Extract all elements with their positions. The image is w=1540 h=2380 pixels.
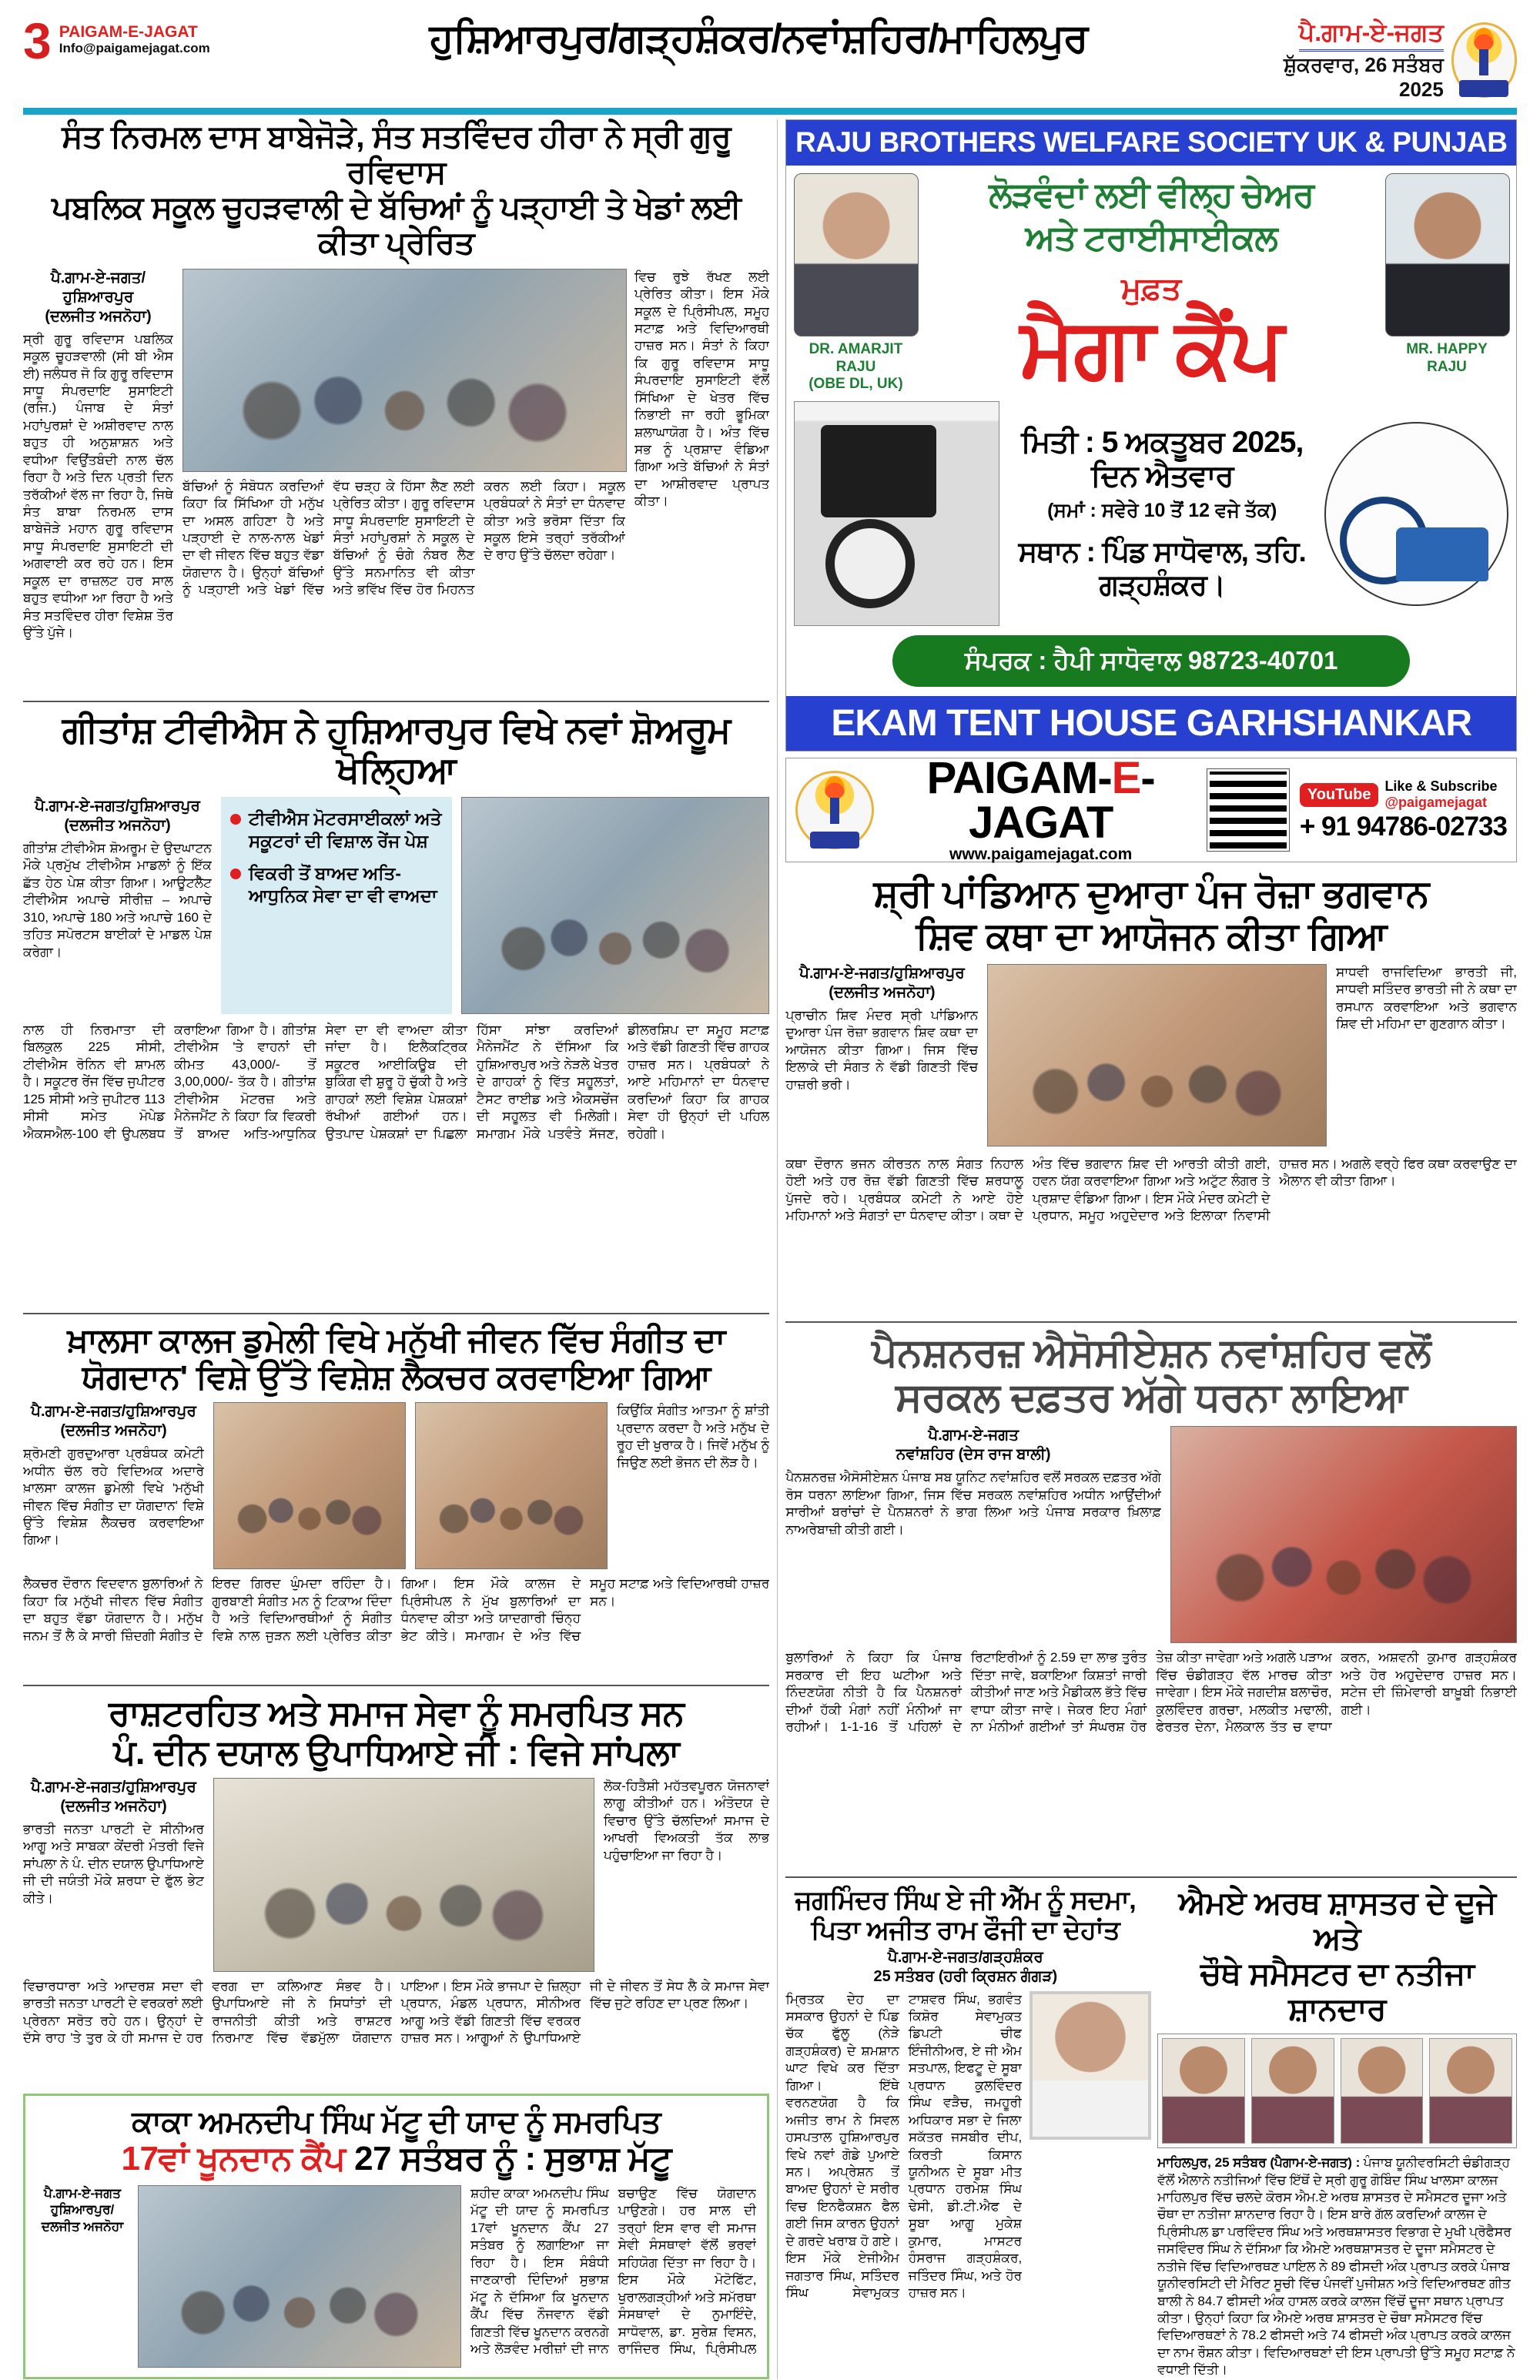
article-headline bbox=[36, 2105, 756, 2177]
banner-right bbox=[1300, 778, 1507, 842]
header-rule bbox=[23, 108, 1517, 115]
left-column bbox=[23, 119, 769, 2379]
body-text: ਵਿਚਾਰਧਾਰਾ ਅਤੇ ਆਦਰਸ਼ ਸਦਾ ਵੀ ਭਾਰਤੀ ਜਨਤਾ ਪਾਰਟੀ ਦੇ ਵਰਕਰਾਂ ਲਈ ਪ੍ਰੇਰਨਾ ਸਰੋਤ ਰਹੇ ਹਨ। ਉਨ੍ਹਾਂ ਦੇ ਦੱਸੇ ਰਾਹ 'ਤੇ ਤੁਰ ਕੇ ਹੀ ਸਮਾਜ ਦੇ ਹਰ ਵਰਗ ਦਾ ਕਲਿਆਣ ਸੰਭਵ ਹੈ। ਉਪਾਧਿਆਏ ਜੀ ਨੇ ਸਿਧਾਂਤਾਂ ਦੀ ਰਾਜਨੀਤੀ ਕੀਤੀ ਅਤੇ ਰਾਸ਼ਟਰ ਨਿਰਮਾਣ ਵਿੱਚ ਵੱਡਮੁੱਲਾ ਯੋਗਦਾਨ ਪਾਇਆ। ਇਸ ਮੌਕੇ ਭਾਜਪਾ ਦੇ ਜ਼ਿਲ੍ਹਾ ਪ੍ਰਧਾਨ, ਮੰਡਲ ਪ੍ਰਧਾਨ, ਸੀਨੀਅਰ ਆਗੂ ਅਤੇ ਵੱਡੀ ਗਿਣਤੀ ਵਿੱਚ ਵਰਕਰ ਹਾਜ਼ਰ ਸਨ। ਆਗੂਆਂ ਨੇ ਉਪਾਧਿਆਏ ਜੀ ਦੇ ਜੀਵਨ ਤੋਂ ਸੇਧ ਲੈ ਕੇ ਸਮਾਜ ਸੇਵਾ ਵਿੱਚ ਜੁਟੇ ਰਹਿਣ ਦਾ ਪ੍ਰਣ ਲਿਆ। bbox=[23, 1978, 770, 2046]
torch-icon bbox=[1479, 49, 1488, 75]
body-text: ਸ਼੍ਰੋਮਣੀ ਗੁਰਦੁਆਰਾ ਪ੍ਰਬੰਧਕ ਕਮੇਟੀ ਅਧੀਨ ਚੱਲ ਰਹੇ ਵਿਦਿਅਕ ਅਦਾਰੇ ਖ਼ਾਲਸਾ ਕਾਲਜ ਡੁਮੇਲੀ ਵਿਖੇ 'ਮਨੁੱਖੀ ਜੀਵਨ ਵਿੱਚ ਸੰਗੀਤ ਦਾ ਯੋਗਦਾਨ' ਵਿਸ਼ੇ ਉੱਤੇ ਵਿਸ਼ੇਸ਼ ਲੈਕਚਰ ਕਰਵਾਇਆ ਗਿਆ। bbox=[23, 1446, 204, 1548]
byline-line2: (ਦਲਜੀਤ ਅਜਨੋਹਾ) bbox=[60, 1422, 167, 1440]
page-number: 3 bbox=[23, 12, 52, 69]
article-col-left bbox=[785, 964, 978, 1150]
article-headline bbox=[23, 119, 769, 261]
byline bbox=[23, 269, 173, 326]
banner-center bbox=[885, 753, 1196, 864]
article-body bbox=[1157, 2154, 1517, 2379]
article-headline bbox=[785, 1331, 1517, 1420]
body-text: ਪੈਨਸ਼ਨਰਜ਼ ਐਸੋਸੀਏਸ਼ਨ ਪੰਜਾਬ ਸਬ ਯੂਨਿਟ ਨਵਾਂਸ਼ਹਿਰ ਵਲੋਂ ਸਰਕਲ ਦਫ਼ਤਰ ਅੱਗੇ ਰੋਸ ਧਰਨਾ ਲਾਇਆ ਗਿਆ, ਜਿਸ ਵਿੱਚ ਸਰਕਲ ਨਵਾਂਸ਼ਹਿਰ ਅਧੀਨ ਆਉਂਦੀਆਂ ਸਾਰੀਆਂ ਬਰਾਂਚਾਂ ਦੇ ਪੈਨਸ਼ਨਰਾਂ ਨੇ ਭਾਗ ਲਿਆ ਅਤੇ ਪੰਜਾਬ ਸਰਕਾਰ ਖ਼ਿਲਾਫ਼ ਨਾਅਰੇਬਾਜ਼ੀ ਕੀਤੀ ਗਈ। bbox=[785, 1470, 1161, 1537]
article-headline bbox=[23, 1322, 769, 1396]
headline-line1: ਸ਼੍ਰੀ ਪਾਂਡਿਆਨ ਦੁਆਰਾ ਪੰਜ ਰੋਜ਼ਾ ਭਗਵਾਨ bbox=[873, 873, 1429, 916]
article-ma-result bbox=[1157, 1886, 1517, 2378]
body-text: ਕਥਾ ਦੌਰਾਨ ਭਜਨ ਕੀਰਤਨ ਨਾਲ ਸੰਗਤ ਨਿਹਾਲ ਹੋਈ ਅਤੇ ਹਰ ਰੋਜ਼ ਵੱਡੀ ਗਿਣਤੀ ਵਿੱਚ ਸ਼ਰਧਾਲੂ ਪੁੱਜਦੇ ਰਹੇ। ਪ੍ਰਬੰਧਕ ਕਮੇਟੀ ਨੇ ਆਏ ਹੋਏ ਮਹਿਮਾਨਾਂ ਅਤੇ ਸੰਗਤਾਂ ਦਾ ਧੰਨਵਾਦ ਕੀਤਾ। ਕਥਾ ਦੇ ਅੰਤ ਵਿੱਚ ਭਗਵਾਨ ਸ਼ਿਵ ਦੀ ਆਰਤੀ ਕੀਤੀ ਗਈ, ਹਵਨ ਯੱਗ ਕਰਵਾਇਆ ਗਿਆ ਅਤੇ ਅਟੁੱਟ ਲੰਗਰ ਤੇ ਪ੍ਰਸ਼ਾਦ ਵੰਡਿਆ ਗਿਆ। ਇਸ ਮੌਕੇ ਮੰਦਰ ਕਮੇਟੀ ਦੇ ਪ੍ਰਧਾਨ, ਸਮੂਹ ਅਹੁਦੇਦਾਰ ਅਤੇ ਇਲਾਕਾ ਨਿਵਾਸੀ ਹਾਜ਼ਰ ਸਨ। ਅਗਲੇ ਵਰ੍ਹੇ ਫਿਰ ਕਥਾ ਕਰਵਾਉਣ ਦਾ ਐਲਾਨ ਵੀ ਕੀਤਾ ਗਿਆ। bbox=[785, 1156, 1517, 1223]
article-headline bbox=[785, 1886, 1145, 1944]
ad-green-line1: ਲੋੜਵੰਦਾਂ ਲਈ ਵੀਲ੍ਹ ਚੇਅਰ bbox=[989, 174, 1314, 214]
byline bbox=[23, 1778, 204, 1816]
paigam-logo-icon bbox=[795, 771, 874, 849]
ajit-ram-portrait-photo bbox=[1029, 1991, 1151, 2140]
byline-line1: ਪੈ.ਗਾਮ-ਏ-ਜਗਤ/ਗੜ੍ਹਸ਼ੰਕਰ bbox=[887, 1948, 1043, 1966]
byline-line2: (ਦਲਜੀਤ ਅਜਨੋਹਾ) bbox=[64, 816, 171, 834]
body-text: ਮ੍ਰਿਤਕ ਦੇਹ ਦਾ ਸਸਕਾਰ ਉਹਨਾਂ ਦੇ ਪਿੰਡ ਚੱਕ ਫੁੱਲੂ (ਨੇੜੇ ਗੜ੍ਹਸ਼ੰਕਰ) ਦੇ ਸ਼ਮਸ਼ਾਨ ਘਾਟ ਵਿਖੇ ਕਰ ਦਿੱਤਾ ਗਿਆ। ਇੱਥੇ ਵਰਨਣਯੋਗ ਹੈ ਕਿ ਅਜੀਤ ਰਾਮ ਨੇ ਸਿਵਲ ਹਸਪਤਾਲ ਹੁਸ਼ਿਆਰਪੁਰ ਵਿਖੇ ਨਵਾਂ ਗੋਡੇ ਪੁਆਏ ਸਨ। ਅਪ੍ਰੇਸ਼ਨ ਤੋਂ ਬਾਅਦ ਉਹਨਾਂ ਦੇ ਸਰੀਰ ਵਿਚ ਇਨਫੈਕਸ਼ਨ ਫੈਲ ਗਈ ਜਿਸ ਕਾਰਨ ਉਹਨਾਂ ਦੇ ਗਰਦੇ ਖਰਾਬ ਹੋ ਗਏ। ਇਸ ਮੌਕੇ ਏਜੀਐਮ ਜਗਤਾਰ ਸਿੰਘ, ਸਤਿੰਦਰ ਸਿੰਘ ਸੇਵਾਮੁਕਤ ਟਾਸ਼ਵਰ ਸਿੰਘ, ਭਗਵੰਤ ਕਿਸ਼ੋਰ ਸੇਵਾਮੁਕਤ ਡਿਪਟੀ ਚੀਫ ਇੰਜੀਨੀਅਰ, ਏ ਜੀ ਐਮ ਸਤਪਾਲ, ਇਫਟੂ ਦੇ ਸੂਬਾ ਪ੍ਰਧਾਨ ਕੁਲਵਿੰਦਰ ਸਿੰਘ ਵੜੈਚ, ਜਮਹੂਰੀ ਅਧਿਕਾਰ ਸਭਾ ਦੇ ਜਿਲਾ ਸਕੱਤਰ ਜਸਬੀਰ ਦੀਪ, ਕਿਰਤੀ ਕਿਸਾਨ ਯੂਨੀਅਨ ਦੇ ਸੂਬਾ ਮੀਤ ਪ੍ਰਧਾਨ ਹਰਮੇਸ਼ ਸਿੰਘ ਢੇਸੀ, ਡੀ.ਟੀ.ਐਫ ਦੇ ਸੂਬਾ ਆਗੂ ਮੁਕੇਸ਼ ਕੁਮਾਰ, ਮਾਸਟਰ ਹੰਸਰਾਜ ਗੜ੍ਹਸ਼ੰਕਰ, ਜਤਿੰਦਰ ਸਿੰਘ, ਅਤੇ ਹੋਰ ਹਾਜ਼ਰ ਸਨ। bbox=[785, 1991, 1023, 2301]
tricycle-photo bbox=[1324, 422, 1508, 606]
flame-icon bbox=[825, 776, 845, 799]
ad-right-person bbox=[1385, 173, 1508, 393]
headline-line1: ਐਮਏ ਅਰਥ ਸ਼ਾਸਤਰ ਦੇ ਦੂਜੇ ਅਤੇ bbox=[1178, 1885, 1496, 1957]
article-school bbox=[23, 119, 769, 693]
header-left bbox=[23, 12, 254, 69]
article-body-grid bbox=[23, 797, 769, 1014]
byline-line2: (ਦਲਜੀਤ ਅਜਨੋਹਾ) bbox=[60, 1797, 167, 1815]
article-khalsa bbox=[23, 1322, 769, 1677]
banner-title-right: -JAGAT bbox=[969, 753, 1155, 849]
main-content bbox=[23, 119, 1517, 2379]
article-col-right: ਸਾਧਵੀ ਰਾਜਵਿਦਿਆ ਭਾਰਤੀ ਜੀ, ਸਾਧਵੀ ਸਤਿੰਦਰ ਭਾਰਤੀ ਜੀ ਨੇ ਕਥਾ ਦਾ ਰਸਪਾਨ ਕਰਵਾਇਆ ਅਤੇ ਭਗਵਾਨ ਸ਼ਿਵ ਦੀ ਮਹਿਮਾ ਦਾ ਗੁਣਗਾਨ ਕੀਤਾ। bbox=[1336, 964, 1517, 1032]
article-body-grid bbox=[23, 1778, 769, 1972]
ad-green-text bbox=[925, 173, 1378, 260]
headline-line2 bbox=[36, 2140, 756, 2177]
article-tvs bbox=[23, 710, 769, 1305]
person-name-line2: RAJU bbox=[1427, 358, 1467, 375]
bullet-text: ਟੀਵੀਐਸ ਮੋਟਰਸਾਈਕਲਾਂ ਅਤੇ ਸਕੂਟਰਾਂ ਦੀ ਵਿਸ਼ਾਲ ਰੇਂਜ ਪੇਸ਼ bbox=[249, 808, 442, 851]
student-photo-1 bbox=[1162, 2038, 1245, 2144]
youtube-icon[interactable]: YouTube bbox=[1300, 783, 1379, 807]
banner-title-left: PAIGAM- bbox=[926, 753, 1112, 804]
byline bbox=[785, 964, 978, 1003]
article-divider bbox=[785, 1321, 1517, 1323]
masthead-date: ਸ਼ੁੱਕਰਵਾਰ, 26 ਸਤੰਬਰ 2025 bbox=[1283, 53, 1444, 101]
article-headline bbox=[1157, 1886, 1517, 2027]
headline-line1: ਪੈਨਸ਼ਨਰਜ਼ ਐਸੋਸੀਏਸ਼ਨ ਨਵਾਂਸ਼ਹਿਰ ਵਲੋਂ bbox=[872, 1330, 1431, 1375]
byline bbox=[23, 1402, 204, 1441]
byline-line2: ਨਵਾਂਸ਼ਹਿਰ (ਦੇਸ ਰਾਜ ਬਾਲੀ) bbox=[896, 1446, 1051, 1464]
byline bbox=[785, 1948, 1145, 1987]
masthead bbox=[1263, 18, 1444, 102]
body-text: ਭਾਰਤੀ ਜਨਤਾ ਪਾਰਟੀ ਦੇ ਸੀਨੀਅਰ ਆਗੂ ਅਤੇ ਸਾਬਕਾ ਕੇਂਦਰੀ ਮੰਤਰੀ ਵਿਜੇ ਸਾਂਪਲਾ ਨੇ ਪੰ. ਦੀਨ ਦਯਾਲ ਉਪਾਧਿਆਏ ਜੀ ਦੀ ਜਯੰਤੀ ਮੌਕੇ ਸ਼ਰਧਾ ਦੇ ਫੁੱਲ ਭੇਟ ਕੀਤੇ। bbox=[23, 1821, 204, 1906]
headline-line1: ਸੰਤ ਨਿਰਮਲ ਦਾਸ ਬਾਬੇਜੋੜੇ, ਸੰਤ ਸਤਵਿੰਦਰ ਹੀਰਾ ਨੇ ਸ੍ਰੀ ਗੁਰੂ ਰਵਿਦਾਸ bbox=[62, 119, 732, 189]
article-col-left bbox=[785, 1426, 1161, 1643]
body-text: ਪੰਜਾਬ ਯੂਨੀਵਰਸਿਟੀ ਚੰਡੀਗੜ੍ਹ ਵੱਲੋਂ ਐਲਾਨੇ ਨਤੀਜਿਆਂ ਵਿੱਚ ਇੱਥੋਂ ਦੇ ਸ੍ਰੀ ਗੁਰੂ ਗੋਬਿੰਦ ਸਿੰਘ ਖਾਲਸਾ ਕਾਲਜ ਮਾਹਿਲਪੁਰ ਵਿੱਚ ਚਲਦੇ ਕੋਰਸ ਐਮ.ਏ ਅਰਥ ਸ਼ਾਸਤਰ ਦੇ ਸਮੈਸਟਰ ਦੂਜਾ ਅਤੇ ਚੌਥਾ ਦਾ ਨਤੀਜਾ ਸ਼ਾਨਦਾਰ ਰਿਹਾ ਹੈ। ਇਸ ਬਾਰੇ ਗੱਲ ਕਰਦਿਆਂ ਕਾਲਜ ਦੇ ਪ੍ਰਿੰਸੀਪਲ ਡਾ ਪਰਵਿੰਦਰ ਸਿੰਘ ਅਤੇ ਅਰਥਸ਼ਾਸਤਰ ਵਿਭਾਗ ਦੇ ਮੁਖੀ ਪ੍ਰੋਫੈਸਰ ਜਸਵਿੰਦਰ ਸਿੰਘ ਨੇ ਦੱਸਿਆ ਕਿ ਐਮਏ ਅਰਥਸ਼ਾਸਤਰ ਦੇ ਦੂਜਾ ਸਮੈਸਟਰ ਦੇ ਨਤੀਜੇ ਵਿੱਚ ਵਿਦਿਆਰਥਣ ਪਾਇਲ ਨੇ 89 ਫੀਸਦੀ ਅੰਕ ਪ੍ਰਾਪਤ ਕਰਕੇ ਪੰਜਾਬ ਯੂਨੀਵਰਸਿਟੀ ਦੀ ਮੈਰਿਟ ਸੂਚੀ ਵਿੱਚ ਪੰਜਵੀਂ ਪੁਜੀਸ਼ਨ ਅਤੇ ਵਿਦਿਆਰਥਣ ਗੀਤ ਬਾਲੀ ਨੇ 84.7 ਫੀਸਦੀ ਅੰਕ ਹਾਸਲ ਕਰਕੇ ਕਾਲਜ ਵਿੱਚੋਂ ਦੂਜਾ ਸਥਾਨ ਪ੍ਰਾਪਤ ਕੀਤਾ। ਉਨ੍ਹਾਂ ਕਿਹਾ ਕਿ ਐਮਏ ਅਰਥ ਸ਼ਾਸਤਰ ਦੇ ਚੌਥਾ ਸਮੈਸਟਰ ਵਿੱਚ ਵਿਦਿਆਰਥਣਾਂ ਨੇ 78.2 ਫੀਸਦੀ ਅਤੇ 74 ਫੀਸਦੀ ਅੰਕ ਪ੍ਰਾਪਤ ਕਰਕੇ ਕਾਲਜ ਦਾ ਨਾਮ ਰੌਸ਼ਨ ਕੀਤਾ। ਵਿਦਿਆਰਥਣਾਂ ਦੀ ਇਸ ਪ੍ਰਾਪਤੀ ਉੱਤੇ ਸਮੂਹ ਸਟਾਫ਼ ਨੇ ਵਧਾਈ ਦਿੱਤੀ। bbox=[1157, 2155, 1515, 2378]
article-col-left bbox=[23, 269, 173, 693]
brand-email[interactable]: Info@paigamejagat.com bbox=[59, 41, 210, 56]
article-divider bbox=[23, 701, 769, 702]
article-col-left bbox=[23, 797, 212, 1014]
student-photo-2 bbox=[1251, 2038, 1334, 2144]
article-divider bbox=[23, 1313, 769, 1314]
ad-place: ਸਥਾਨ : ਪਿੰਡ ਸਾਧੋਵਾਲ, ਤਹਿ. ਗੜ੍ਹਸ਼ੰਕਰ। bbox=[1018, 535, 1306, 601]
dateline: ਮਾਹਿਲਪੁਰ, 25 ਸਤੰਬਰ (ਪੈਗਾਮ-ਏ-ਜਗਤ) : bbox=[1157, 2155, 1361, 2171]
body-text: ਗੀਤਾਂਸ਼ ਟੀਵੀਐਸ ਸ਼ੋਅਰੂਮ ਦੇ ਉਦਘਾਟਨ ਮੌਕੇ ਪ੍ਰਮੁੱਖ ਟੀਵੀਐਸ ਮਾਡਲਾਂ ਨੂੰ ਇੱਕ ਛੱਤ ਹੇਠ ਪੇਸ਼ ਕੀਤਾ ਗਿਆ। ਆਊਟਲੈੱਟ ਟੀਵੀਐਸ ਅਪਾਚੇ ਸੀਰੀਜ਼ – ਅਪਾਚੇ 310, ਅਪਾਚੇ 180 ਅਤੇ ਅਪਾਚੇ 160 ਦੇ ਤਹਿਤ ਸਪੋਰਟਸ ਬਾਈਕਾਂ ਦੇ ਮਾਡਲ ਪੇਸ਼ ਕਰੇਗਾ। bbox=[23, 840, 212, 959]
body-text: ਪ੍ਰਾਚੀਨ ਸ਼ਿਵ ਮੰਦਰ ਸ੍ਰੀ ਪਾਂਡਿਆਨ ਦੁਆਰਾ ਪੰਜ ਰੋਜ਼ਾ ਭਗਵਾਨ ਸ਼ਿਵ ਕਥਾ ਦਾ ਆਯੋਜਨ ਕੀਤਾ ਗਿਆ। ਜਿਸ ਵਿੱਚ ਇਲਾਕੇ ਦੀ ਸੰਗਤ ਨੇ ਵੱਡੀ ਗਿਣਤੀ ਵਿੱਚ ਹਾਜ਼ਰੀ ਭਰੀ। bbox=[785, 1007, 979, 1092]
happy-raju-photo bbox=[1385, 173, 1510, 336]
highlight-box bbox=[221, 797, 452, 1014]
person-name bbox=[794, 341, 917, 393]
tvs-showroom-photo bbox=[461, 797, 769, 1014]
brand-block bbox=[59, 18, 210, 64]
byline-line1: ਪੈ.ਗਾਮ-ਏ-ਜਗਤ/ਹੁਸ਼ਿਆਰਪੁਰ bbox=[799, 964, 965, 982]
ad-center-text bbox=[925, 173, 1378, 393]
byline bbox=[36, 2185, 129, 2368]
banner-title bbox=[885, 753, 1196, 849]
article-col-left bbox=[23, 1402, 204, 1569]
article-body-grid bbox=[785, 964, 1517, 1150]
byline-line1: ਪੈ.ਗਾਮ-ਏ-ਜਗਤ bbox=[928, 1427, 1019, 1444]
youtube-like-text: Like & Subscribe bbox=[1384, 778, 1498, 794]
person-name bbox=[1385, 341, 1508, 377]
headline-line1: ਕਾਕਾ ਅਮਨਦੀਪ ਸਿੰਘ ਮੱਟੂ ਦੀ ਯਾਦ ਨੂੰ ਸਮਰਪਿਤ bbox=[132, 2104, 661, 2139]
body-text: ਬੱਚਿਆਂ ਨੂੰ ਸੰਬੋਧਨ ਕਰਦਿਆਂ ਕਿਹਾ ਕਿ ਸਿੱਖਿਆ ਹੀ ਮਨੁੱਖ ਦਾ ਅਸਲ ਗਹਿਣਾ ਹੈ ਅਤੇ ਪੜ੍ਹਾਈ ਦੇ ਨਾਲ-ਨਾਲ ਖੇਡਾਂ ਦਾ ਵੀ ਜੀਵਨ ਵਿੱਚ ਬਹੁਤ ਵੱਡਾ ਯੋਗਦਾਨ ਹੈ। ਉਨ੍ਹਾਂ ਬੱਚਿਆਂ ਨੂੰ ਪੜ੍ਹਾਈ ਅਤੇ ਖੇਡਾਂ ਵਿੱਚ ਵੱਧ ਚੜ੍ਹ ਕੇ ਹਿੱਸਾ ਲੈਣ ਲਈ ਪ੍ਰੇਰਿਤ ਕੀਤਾ। ਗੁਰੂ ਰਵਿਦਾਸ ਸਾਧੂ ਸੰਪਰਦਾਇ ਸੁਸਾਇਟੀ ਦੇ ਸੰਤਾਂ ਮਹਾਂਪੁਰਸ਼ਾਂ ਨੇ ਸਕੂਲ ਦੇ ਬੱਚਿਆਂ ਨੂੰ ਚੰਗੇ ਨੰਬਰ ਲੈਣ ਉੱਤੇ ਸਨਮਾਨਿਤ ਵੀ ਕੀਤਾ ਅਤੇ ਭਵਿੱਖ ਵਿੱਚ ਹੋਰ ਮਿਹਨਤ ਕਰਨ ਲਈ ਕਿਹਾ। ਸਕੂਲ ਪ੍ਰਬੰਧਕਾਂ ਨੇ ਸੰਤਾਂ ਦਾ ਧੰਨਵਾਦ ਕੀਤਾ ਅਤੇ ਭਰੋਸਾ ਦਿੱਤਾ ਕਿ ਸਕੂਲ ਇਸੇ ਤਰ੍ਹਾਂ ਤਰੱਕੀਆਂ ਦੇ ਰਾਹ ਉੱਤੇ ਚੱਲਦਾ ਰਹੇਗਾ। bbox=[182, 478, 625, 598]
blood-camp-group-photo bbox=[138, 2185, 461, 2368]
byline bbox=[785, 1426, 1161, 1464]
byline-line1: ਪੈ.ਗਾਮ-ਏ-ਜਗਤ/ਹੁਸ਼ਿਆਰਪੁਰ bbox=[31, 1778, 196, 1796]
ad-contact-pill[interactable]: ਸੰਪਰਕ : ਹੈਪੀ ਸਾਧੋਵਾਲ 98723-40701 bbox=[892, 635, 1410, 687]
body-text: ਲੈਕਚਰ ਦੌਰਾਨ ਵਿਦਵਾਨ ਬੁਲਾਰਿਆਂ ਨੇ ਕਿਹਾ ਕਿ ਮਨੁੱਖੀ ਜੀਵਨ ਵਿੱਚ ਸੰਗੀਤ ਦਾ ਬਹੁਤ ਵੱਡਾ ਯੋਗਦਾਨ ਹੈ। ਮਨੁੱਖ ਜਨਮ ਤੋਂ ਲੈ ਕੇ ਸਾਰੀ ਜ਼ਿੰਦਗੀ ਸੰਗੀਤ ਦੇ ਇਰਦ ਗਿਰਦ ਘੁੰਮਦਾ ਰਹਿੰਦਾ ਹੈ। ਗੁਰਬਾਣੀ ਸੰਗੀਤ ਮਨ ਨੂੰ ਟਿਕਾਅ ਦਿੰਦਾ ਹੈ ਅਤੇ ਵਿਦਿਆਰਥੀਆਂ ਨੂੰ ਸੰਗੀਤ ਵਿਸ਼ੇ ਨਾਲ ਜੁੜਨ ਲਈ ਪ੍ਰੇਰਿਤ ਕੀਤਾ ਗਿਆ। ਇਸ ਮੌਕੇ ਕਾਲਜ ਦੇ ਪ੍ਰਿੰਸੀਪਲ ਨੇ ਮੁੱਖ ਬੁਲਾਰਿਆਂ ਦਾ ਧੰਨਵਾਦ ਕੀਤਾ ਅਤੇ ਯਾਦਗਾਰੀ ਚਿੰਨ੍ਹ ਭੇਟ ਕੀਤੇ। ਸਮਾਗਮ ਦੇ ਅੰਤ ਵਿੱਚ ਸਮੂਹ ਸਟਾਫ਼ ਅਤੇ ਵਿਦਿਆਰਥੀ ਹਾਜ਼ਰ ਸਨ। bbox=[23, 1576, 770, 1643]
raju-brothers-ad[interactable] bbox=[785, 119, 1517, 751]
youtube-handle[interactable]: @paigamejagat bbox=[1384, 795, 1488, 811]
article-col-right: ਲੋਕ-ਹਿਤੈਸ਼ੀ ਮਹੱਤਵਪੂਰਨ ਯੋਜਨਾਵਾਂ ਲਾਗੂ ਕੀਤੀਆਂ ਹਨ। ਅੰਤੋਦਯ ਦੇ ਵਿਚਾਰ ਉੱਤੇ ਚੱਲਦਿਆਂ ਸਮਾਜ ਦੇ ਆਖਰੀ ਵਿਅਕਤੀ ਤੱਕ ਲਾਭ ਪਹੁੰਚਾਇਆ ਜਾ ਰਿਹਾ ਹੈ। bbox=[604, 1778, 770, 1863]
bullet-text: ਵਿਕਰੀ ਤੋਂ ਬਾਅਦ ਅਤਿ-ਆਧੁਨਿਕ ਸੇਵਾ ਦਾ ਵੀ ਵਾਅਦਾ bbox=[249, 863, 437, 906]
region-header: ਹੁਸ਼ਿਆਰਪੁਰ/ਗੜ੍ਹਸ਼ੰਕਰ/ਨਵਾਂਸ਼ਹਿਰ/ਮਾਹਿਲਪੁਰ bbox=[429, 16, 1088, 61]
headline-line2: ਸਰਕਲ ਦਫ਼ਤਰ ਅੱਗੇ ਧਰਨਾ ਲਾਇਆ bbox=[896, 1375, 1408, 1421]
person-name-line1: DR. AMARJIT RAJU bbox=[808, 340, 903, 375]
article-body-grid bbox=[36, 2185, 756, 2368]
headline-line1: ਜਗਮਿੰਦਰ ਸਿੰਘ ਏ ਜੀ ਐੱਮ ਨੂੰ ਸਦਮਾ, bbox=[795, 1886, 1137, 1916]
byline-line1: ਪੈ.ਗਾਮ-ਏ-ਜਗਤ/ਹੁਸ਼ਿਆਰਪੁਰ bbox=[31, 1403, 196, 1421]
bullet-icon bbox=[230, 869, 241, 879]
ad-detail-row bbox=[786, 401, 1516, 626]
byline-line1: ਪੈ.ਗਾਮ-ਏ-ਜਗਤ bbox=[43, 2186, 121, 2201]
byline bbox=[23, 797, 212, 835]
headline-black-part: 27 ਸਤੰਬਰ ਨੂੰ : ਸੁਭਾਸ਼ ਮੱਟੂ bbox=[345, 2139, 671, 2177]
article-jagminder bbox=[785, 1886, 1145, 2378]
article-col-left bbox=[23, 1778, 204, 1972]
article-deendayal bbox=[23, 1694, 769, 2086]
body-text: ਸ਼ਹੀਦ ਕਾਕਾ ਅਮਨਦੀਪ ਸਿੰਘ ਮੱਟੂ ਦੀ ਯਾਦ ਨੂੰ ਸਮਰਪਿਤ 17ਵਾਂ ਖੂਨਦਾਨ ਕੈਂਪ 27 ਸਤੰਬਰ ਨੂੰ ਲਗਾਇਆ ਜਾ ਰਿਹਾ ਹੈ। ਇਸ ਸੰਬੰਧੀ ਜਾਣਕਾਰੀ ਦਿੰਦਿਆਂ ਸੁਭਾਸ਼ ਮੱਟੂ ਨੇ ਦੱਸਿਆ ਕਿ ਖੂਨਦਾਨ ਕੈਂਪ ਵਿੱਚ ਨੌਜਵਾਨ ਵੱਡੀ ਗਿਣਤੀ ਵਿੱਚ ਖੂਨਦਾਨ ਕਰਨਗੇ ਅਤੇ ਲੋੜਵੰਦ ਮਰੀਜ਼ਾਂ ਦੀ ਜਾਨ ਬਚਾਉਣ ਵਿੱਚ ਯੋਗਦਾਨ ਪਾਉਣਗੇ। ਹਰ ਸਾਲ ਦੀ ਤਰ੍ਹਾਂ ਇਸ ਵਾਰ ਵੀ ਸਮਾਜ ਸੇਵੀ ਸੰਸਥਾਵਾਂ ਵੱਲੋਂ ਭਰਵਾਂ ਸਹਿਯੋਗ ਦਿੱਤਾ ਜਾ ਰਿਹਾ ਹੈ। ਇਸ ਮੌਕੇ ਮੋਟੋਫਿੱਟ, ਖੁਰਾਲਗੜ੍ਹੀਆਂ ਅਤੇ ਸਮੱਰਥਾ ਸੰਸਥਾਵਾਂ ਦੇ ਨੁਮਾਇੰਦੇ, ਸਾਧੋਵਾਲ, ਡਾ. ਸੁਰੇਸ਼ ਵਿਸਨ, ਰਾਜਿੰਦਰ ਸਿੰਘ, ਪ੍ਰਿੰਸੀਪਲ bbox=[470, 2186, 757, 2356]
article-pensioners bbox=[785, 1331, 1517, 1869]
byline-line1: ਪੈ.ਗਾਮ-ਏ-ਜਗਤ/ਹੁਸ਼ਿਆਰਪੁਰ bbox=[35, 797, 200, 815]
body-text: ਸ੍ਰੀ ਗੁਰੂ ਰਵਿਦਾਸ ਪਬਲਿਕ ਸਕੂਲ ਚੂਹੜਵਾਲੀ (ਸੀ ਬੀ ਐਸ ਈ) ਜਲੰਧਰ ਜੋ ਕਿ ਗੁਰੂ ਰਵਿਦਾਸ ਸਾਧੂ ਸੰਪਰਦਾਇ ਸੁਸਾਇਟੀ (ਰਜਿ.) ਪੰਜਾਬ ਦੇ ਸੰਤਾਂ ਮਹਾਂਪੁਰਸ਼ਾਂ ਦੇ ਅਸ਼ੀਰਵਾਦ ਨਾਲ ਬਹੁਤ ਹੀ ਅਨੁਸ਼ਾਸ਼ਨ ਅਤੇ ਵਧੀਆ ਵਿਉਂਤਬੰਦੀ ਨਾਲ ਚੱਲ ਰਿਹਾ ਹੈ ਅਤੇ ਦਿਨ ਪ੍ਰਤੀ ਦਿਨ ਤਰੱਕੀਆਂ ਵੱਲ ਜਾ ਰਿਹਾ ਹੈ, ਜਿਥੇ ਸੰਤ ਬਾਬਾ ਨਿਰਮਲ ਦਾਸ ਬਾਬੇਜੋੜੇ ਮਹਾਨ ਗੁਰੂ ਰਵਿਦਾਸ ਸਾਧੂ ਸੰਪਰਦਾਇ ਸੁਸਾਇਟੀ ਦੀ ਅਗਵਾਈ ਕਰ ਰਹੇ ਹਨ। ਇਸ ਸਕੂਲ ਦਾ ਰਾਜ਼ਲਟ ਹਰ ਸਾਲ ਬਹੁਤ ਵਧੀਆ ਆ ਰਿਹਾ ਹੈ ਅਤੇ ਸੰਤ ਸਤਵਿੰਦਰ ਹੀਰਾ ਵਿਸ਼ੇਸ਼ ਤੌਰ ਉੱਤੇ ਪੁੱਜੇ। bbox=[23, 331, 173, 641]
ribbon-icon bbox=[810, 832, 859, 849]
article-col-right: ਕਿਉਂਕਿ ਸੰਗੀਤ ਆਤਮਾ ਨੂੰ ਸ਼ਾਂਤੀ ਪ੍ਰਦਾਨ ਕਰਦਾ ਹੈ ਅਤੇ ਮਨੁੱਖ ਦੇ ਰੂਹ ਦੀ ਖੁਰਾਕ ਹੈ। ਜਿਵੇਂ ਮਨੁੱਖ ਨੂੰ ਜਿਉਣ ਲਈ ਭੋਜਨ ਦੀ ਲੋੜ ਹੈ। bbox=[617, 1403, 770, 1470]
bottom-articles-row bbox=[785, 1886, 1517, 2378]
article-blood-camp bbox=[23, 2094, 769, 2379]
ribbon-icon bbox=[1459, 80, 1508, 97]
article-shiv-katha bbox=[785, 873, 1517, 1314]
byline-line2: ਹੁਸ਼ਿਆਰਪੁਰ/ਦਲਜੀਤ ਅਜਨੋਹਾ bbox=[41, 2202, 124, 2234]
lecture-speaker-photo-1 bbox=[213, 1402, 406, 1569]
person-name-line2: (OBE DL, UK) bbox=[808, 376, 903, 393]
article-body-grid bbox=[785, 1426, 1517, 1643]
student-photo-strip bbox=[1157, 2034, 1517, 2148]
headline-line2: ਪਿਤਾ ਅਜੀਤ ਰਾਮ ਫੌਜੀ ਦਾ ਦੇਹਾਂਤ bbox=[811, 1915, 1120, 1945]
youtube-subscribe-text bbox=[1384, 778, 1497, 812]
byline-line2: 25 ਸਤੰਬਰ (ਹਰੀ ਕ੍ਰਿਸ਼ਨ ਗੰਗੜ) bbox=[873, 1967, 1058, 1985]
article-body-grid bbox=[785, 1991, 1145, 2322]
banner-title-e: E bbox=[1111, 753, 1141, 804]
article-body-grid bbox=[23, 269, 769, 693]
headline-line2: ਸ਼ਿਵ ਕਥਾ ਦਾ ਆਯੋਜਨ ਕੀਤਾ ਗਿਆ bbox=[916, 916, 1388, 958]
torch-icon bbox=[830, 798, 839, 824]
bullet-icon bbox=[230, 814, 241, 825]
dharna-protest-photo bbox=[1170, 1426, 1517, 1643]
lecture-speaker-photo-2 bbox=[415, 1402, 608, 1569]
article-col-right: ਵਿਚ ਰੁਝੇ ਰੱਖਣ ਲਈ ਪ੍ਰੇਰਿਤ ਕੀਤਾ। ਇਸ ਮੌਕੇ ਸਕੂਲ ਦੇ ਪ੍ਰਿੰਸੀਪਲ, ਸਮੂਹ ਸਟਾਫ਼ ਅਤੇ ਵਿਦਿਆਰਥੀ ਹਾਜ਼ਰ ਸਨ। ਸੰਤਾਂ ਨੇ ਕਿਹਾ ਕਿ ਗੁਰੂ ਰਵਿਦਾਸ ਸਾਧੂ ਸੰਪਰਦਾਇ ਸੁਸਾਇਟੀ ਵੱਲੋਂ ਸਿੱਖਿਆ ਦੇ ਖੇਤਰ ਵਿੱਚ ਨਿਭਾਈ ਜਾ ਰਹੀ ਭੂਮਿਕਾ ਸ਼ਲਾਘਾਯੋਗ ਹੈ। ਅੰਤ ਵਿੱਚ ਸਭ ਨੂੰ ਪ੍ਰਸ਼ਾਦ ਵੰਡਿਆ ਗਿਆ ਅਤੇ ਬੱਚਿਆਂ ਨੇ ਸੰਤਾਂ ਦਾ ਆਸ਼ੀਰਵਾਦ ਪ੍ਰਾਪਤ ਕੀਤਾ। bbox=[634, 269, 770, 509]
flame-icon bbox=[1474, 28, 1494, 51]
paigam-banner bbox=[785, 753, 1517, 864]
qr-code[interactable] bbox=[1207, 769, 1289, 851]
masthead-name: ਪੈ.ਗਾਮ-ਏ-ਜਗਤ bbox=[1299, 18, 1444, 52]
ad-mega-camp-label: ਮੈਗਾ ਕੈਂਪ bbox=[1019, 301, 1283, 395]
banner-website[interactable]: www.paigamejagat.com bbox=[949, 845, 1133, 864]
byline-line2: (ਦਲਜੀਤ ਅਜਨੋਹਾ) bbox=[45, 307, 152, 325]
ad-free-label: ਮੁਫ਼ਤ bbox=[1121, 272, 1182, 306]
body-text: ਨਾਲ ਹੀ ਨਿਰਮਾਤਾ ਦੀ ਬਿਲਕੁਲ 225 ਸੀਸੀ, ਟੀਵੀਐਸ ਰੋਨਿਨ ਵੀ ਸ਼ਾਮਲ ਹੈ। ਸਕੂਟਰ ਰੇਂਜ ਵਿੱਚ ਜੁਪੀਟਰ 125 ਸੀਸੀ ਅਤੇ ਜੁਪੀਟਰ 113 ਸੀਸੀ ਸਮੇਤ ਮੋਪੇਡ ਐਕਸਐਲ-100 ਵੀ ਉਪਲਬਧ ਕਰਾਇਆ ਗਿਆ ਹੈ। ਗੀਤਾਂਸ਼ ਟੀਵੀਐਸ 'ਤੇ ਵਾਹਨਾਂ ਦੀ ਕੀਮਤ 43,000/- ਤੋਂ 3,00,000/- ਤੱਕ ਹੈ। ਗੀਤਾਂਸ਼ ਟੀਵੀਐਸ ਮੋਟਰਜ਼ ਅਤੇ ਮੈਨੇਜਮੈਂਟ ਨੇ ਕਿਹਾ ਕਿ ਵਿਕਰੀ ਤੋਂ ਬਾਅਦ ਅਤਿ-ਆਧੁਨਿਕ ਸੇਵਾ ਦਾ ਵੀ ਵਾਅਦਾ ਕੀਤਾ ਜਾਂਦਾ ਹੈ। ਇਲੈਕਟ੍ਰਿਕ ਸਕੂਟਰ ਆਈਕਿਊਬ ਦੀ ਬੁਕਿੰਗ ਵੀ ਸ਼ੁਰੂ ਹੋ ਚੁੱਕੀ ਹੈ ਅਤੇ ਗਾਹਕਾਂ ਲਈ ਵਿਸ਼ੇਸ਼ ਪੇਸ਼ਕਸ਼ਾਂ ਰੱਖੀਆਂ ਗਈਆਂ ਹਨ। ਉਤਪਾਦ ਪੇਸ਼ਕਸ਼ਾਂ ਦਾ ਪਿਛਲਾ ਹਿੱਸਾ ਸਾਂਝਾ ਕਰਦਿਆਂ ਮੈਨੇਜਮੈਂਟ ਨੇ ਦੱਸਿਆ ਕਿ ਹੁਸ਼ਿਆਰਪੁਰ ਅਤੇ ਨੇੜਲੇ ਖੇਤਰ ਦੇ ਗਾਹਕਾਂ ਨੂੰ ਵਿੱਤ ਸਹੂਲਤਾਂ, ਟੈਸਟ ਰਾਈਡ ਅਤੇ ਐਕਸਚੇਂਜ ਦੀ ਸਹੂਲਤ ਵੀ ਮਿਲੇਗੀ। ਸਮਾਗਮ ਮੌਕੇ ਪਤਵੰਤੇ ਸੱਜਣ, ਡੀਲਰਸ਼ਿਪ ਦਾ ਸਮੂਹ ਸਟਾਫ਼ ਅਤੇ ਵੱਡੀ ਗਿਣਤੀ ਵਿੱਚ ਗਾਹਕ ਹਾਜ਼ਰ ਸਨ। ਪ੍ਰਬੰਧਕਾਂ ਨੇ ਆਏ ਮਹਿਮਾਨਾਂ ਦਾ ਧੰਨਵਾਦ ਕਰਦਿਆਂ ਕਿਹਾ ਕਿ ਗਾਹਕ ਸੇਵਾ ਹੀ ਉਨ੍ਹਾਂ ਦੀ ਪਹਿਲ ਰਹੇਗੀ। bbox=[23, 1022, 770, 1141]
brand-name: PAIGAM-E-JAGAT bbox=[59, 23, 198, 41]
article-body-grid bbox=[23, 1402, 769, 1569]
headline-line1: ਰਾਸ਼ਟਰਹਿਤ ਅਤੇ ਸਮਾਜ ਸੇਵਾ ਨੂੰ ਸਮਰਪਿਤ ਸਨ bbox=[109, 1693, 685, 1733]
article-headline bbox=[23, 1694, 769, 1772]
ad-time: (ਸਮਾਂ : ਸਵੇਰੇ 10 ਤੋਂ 12 ਵਜੇ ਤੱਕ) bbox=[1047, 499, 1277, 521]
page-header bbox=[23, 12, 1517, 102]
paigam-logo-icon bbox=[1451, 22, 1517, 98]
bjp-meeting-photo bbox=[213, 1778, 594, 1972]
bullet-item bbox=[230, 808, 443, 852]
banner-phone[interactable]: + 91 94786-02733 bbox=[1299, 811, 1507, 842]
article-divider bbox=[785, 1876, 1517, 1878]
person-name-line1: MR. HAPPY bbox=[1406, 340, 1488, 357]
headline-red-part: 17ਵਾਂ ਖੂਨਦਾਨ ਕੈਂਪ bbox=[121, 2139, 346, 2177]
header-right bbox=[1263, 18, 1517, 102]
ad-title: RAJU BROTHERS WELFARE SOCIETY UK & PUNJAB bbox=[786, 120, 1516, 166]
wheelchair-photo bbox=[794, 401, 999, 626]
student-photo-3 bbox=[1341, 2038, 1424, 2144]
article-col-mid bbox=[182, 269, 625, 693]
shiv-katha-photo bbox=[987, 964, 1327, 1146]
ad-green-line2: ਅਤੇ ਟਰਾਈਸਾਈਕਲ bbox=[1025, 218, 1277, 258]
ad-schedule bbox=[1006, 426, 1318, 602]
headline-line2: ਚੌਥੇ ਸਮੈਸਟਰ ਦਾ ਨਤੀਜਾ ਸ਼ਾਨਦਾਰ bbox=[1200, 1956, 1475, 2027]
right-column bbox=[777, 119, 1517, 2379]
byline-line2: (ਦਲਜੀਤ ਅਜਨੋਹਾ) bbox=[829, 983, 936, 1001]
headline-line2: ਪਬਲਿਕ ਸਕੂਲ ਚੂਹੜਵਾਲੀ ਦੇ ਬੱਚਿਆਂ ਨੂੰ ਪੜ੍ਹਾਈ ਤੇ ਖੇਡਾਂ ਲਈ ਕੀਤਾ ਪ੍ਰੇਰਿਤ bbox=[52, 189, 742, 260]
body-text: ਬੁਲਾਰਿਆਂ ਨੇ ਕਿਹਾ ਕਿ ਪੰਜਾਬ ਸਰਕਾਰ ਦੀ ਇਹ ਘਟੀਆ ਅਤੇ ਨਿੰਦਣਯੋਗ ਨੀਤੀ ਹੈ ਕਿ ਪੈਨਸ਼ਨਰਾਂ ਦੀਆਂ ਹੱਕੀ ਮੰਗਾਂ ਨਹੀਂ ਮੰਨੀਆਂ ਜਾ ਰਹੀਆਂ। 1-1-16 ਤੋਂ ਪਹਿਲਾਂ ਦੇ ਰਿਟਾਇਰੀਆਂ ਨੂੰ 2.59 ਦਾ ਲਾਭ ਤੁਰੰਤ ਦਿੱਤਾ ਜਾਵੇ, ਬਕਾਇਆ ਕਿਸ਼ਤਾਂ ਜਾਰੀ ਕੀਤੀਆਂ ਜਾਣ ਅਤੇ ਮੈਡੀਕਲ ਭੱਤੇ ਵਿੱਚ ਵਾਧਾ ਕੀਤਾ ਜਾਵੇ। ਜੇਕਰ ਇਹ ਮੰਗਾਂ ਨਾ ਮੰਨੀਆਂ ਗਈਆਂ ਤਾਂ ਸੰਘਰਸ਼ ਹੋਰ ਤੇਜ਼ ਕੀਤਾ ਜਾਵੇਗਾ ਅਤੇ ਅਗਲੇ ਪੜਾਅ ਵਿੱਚ ਚੰਡੀਗੜ੍ਹ ਵੱਲ ਮਾਰਚ ਕੀਤਾ ਜਾਵੇਗਾ। ਇਸ ਮੌਕੇ ਜਗਦੀਸ਼ ਬਲਾਚੌਰ, ਕੁਲਵਿੰਦਰ ਗਰਚਾ, ਮਲਕੀਤ ਮਢਾਲੀ, ਫੇਰਤਰ ਦੇਨਾ, ਮੈਲਕਾਲ ਤੱਤ ਚ ਵਾਧਾ ਕਰਨ, ਅਸ਼ਵਨੀ ਕੁਮਾਰ ਗੜ੍ਹਸ਼ੰਕਰ ਅਤੇ ਹੋਰ ਅਹੁਦੇਦਾਰ ਹਾਜ਼ਰ ਸਨ। ਸਟੇਜ ਦੀ ਜ਼ਿੰਮੇਵਾਰੀ ਬਾਖ਼ੂਬੀ ਨਿਭਾਈ ਗਈ। bbox=[785, 1650, 1517, 1735]
student-photo-4 bbox=[1429, 2038, 1512, 2144]
ad-date: ਮਿਤੀ : 5 ਅਕਤੂਬਰ 2025, ਦਿਨ ਐਤਵਾਰ bbox=[1021, 425, 1304, 493]
ad-left-person bbox=[794, 173, 917, 393]
youtube-block[interactable] bbox=[1300, 778, 1507, 812]
ad-top-row bbox=[786, 166, 1516, 401]
tent-house-strip: EKAM TENT HOUSE GARHSHANKAR bbox=[786, 696, 1516, 751]
headline-line1: ਖ਼ਾਲਸਾ ਕਾਲਜ ਡੁਮੇਲੀ ਵਿਖੇ ਮਨੁੱਖੀ ਜੀਵਨ ਵਿੱਚ ਸੰਗੀਤ ਦਾ bbox=[67, 1321, 725, 1359]
byline-line1: ਪੈ.ਗਾਮ-ਏ-ਜਗਤ/ਹੁਸ਼ਿਆਰਪੁਰ bbox=[50, 269, 146, 306]
article-headline bbox=[785, 873, 1517, 958]
article-divider bbox=[23, 1685, 769, 1686]
bullet-item bbox=[230, 862, 443, 907]
headline-line2: ਯੋਗਦਾਨ' ਵਿਸ਼ੇ ਉੱਤੇ ਵਿਸ਼ੇਸ਼ ਲੈਕਚਰ ਕਰਵਾਇਆ ਗਿਆ bbox=[82, 1359, 711, 1397]
school-group-photo bbox=[182, 269, 627, 472]
amarjit-raju-photo bbox=[794, 173, 919, 336]
headline-line2: ਪੰ. ਦੀਨ ਦਯਾਲ ਉਪਾਧਿਆਏ ਜੀ : ਵਿਜੇ ਸਾਂਪਲਾ bbox=[113, 1732, 680, 1772]
article-headline: ਗੀਤਾਂਸ਼ ਟੀਵੀਐਸ ਨੇ ਹੁਸ਼ਿਆਰਪੁਰ ਵਿਖੇ ਨਵਾਂ ਸ਼ੋਅਰੂਮ ਖੋਲ੍ਹਿਆ bbox=[62, 708, 731, 791]
